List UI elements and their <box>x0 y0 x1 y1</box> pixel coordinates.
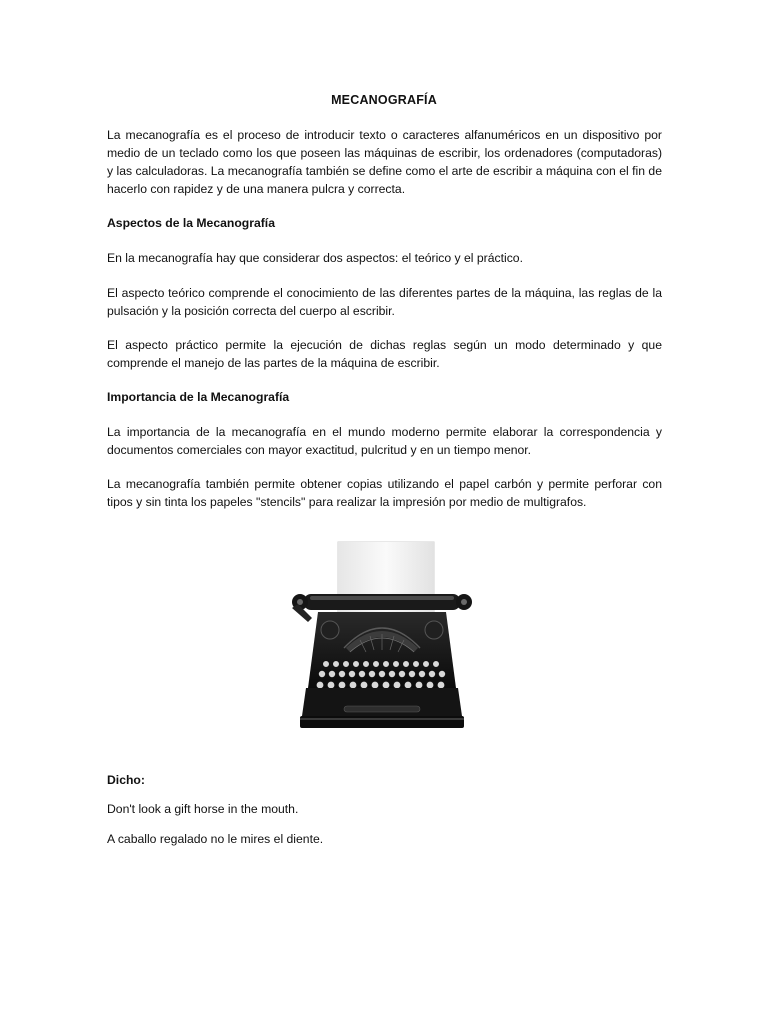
document-title: MECANOGRAFÍA <box>331 93 437 107</box>
saying-english: Don't look a gift horse in the mouth. <box>107 802 299 816</box>
saying-heading: Dicho: <box>107 773 145 787</box>
section-heading-importancia: Importancia de la Mecanografía <box>107 390 290 404</box>
typewriter-image <box>290 538 474 734</box>
saying-spanish: A caballo regalado no le mires el diente. <box>107 832 324 846</box>
paragraph-importancia: La importancia de la mecanografía en el mundo moderno permite elaborar la correspondencia y documentos comerciales con mayor exactitud, pulcritud y en un tiempo menor. <box>107 425 662 457</box>
paragraph-dos-aspectos: En la mecanografía hay que considerar dos aspectos: el teórico y el práctico. <box>107 251 523 265</box>
paragraph-copias: La mecanografía también permite obtener copias utilizando el papel carbón y permite perforar con tipos y sin tinta los papeles "stencils" para realizar la impresión por medio de multigrafos. <box>107 477 662 509</box>
paragraph-aspecto-practico: El aspecto práctico permite la ejecución de dichas reglas según un modo determinado y que comprende el manejo de las partes de la máquina de escribir. <box>107 338 662 370</box>
intro-paragraph: La mecanografía es el proceso de introducir texto o caracteres alfanuméricos en un dispositivo por medio de un teclado como los que poseen las máquinas de escribir, los ordenadores (computadoras) y las calculadoras. La mecanografía también se define como el arte de escribir a máquina con el fin de hacerlo con rapidez y de una manera pulcra y correcta. <box>107 128 662 196</box>
paragraph-aspecto-teorico: El aspecto teórico comprende el conocimiento de las diferentes partes de la máquina, las reglas de la pulsación y la posición correcta del cuerpo al escribir. <box>107 286 662 318</box>
section-heading-aspectos: Aspectos de la Mecanografía <box>107 216 275 230</box>
